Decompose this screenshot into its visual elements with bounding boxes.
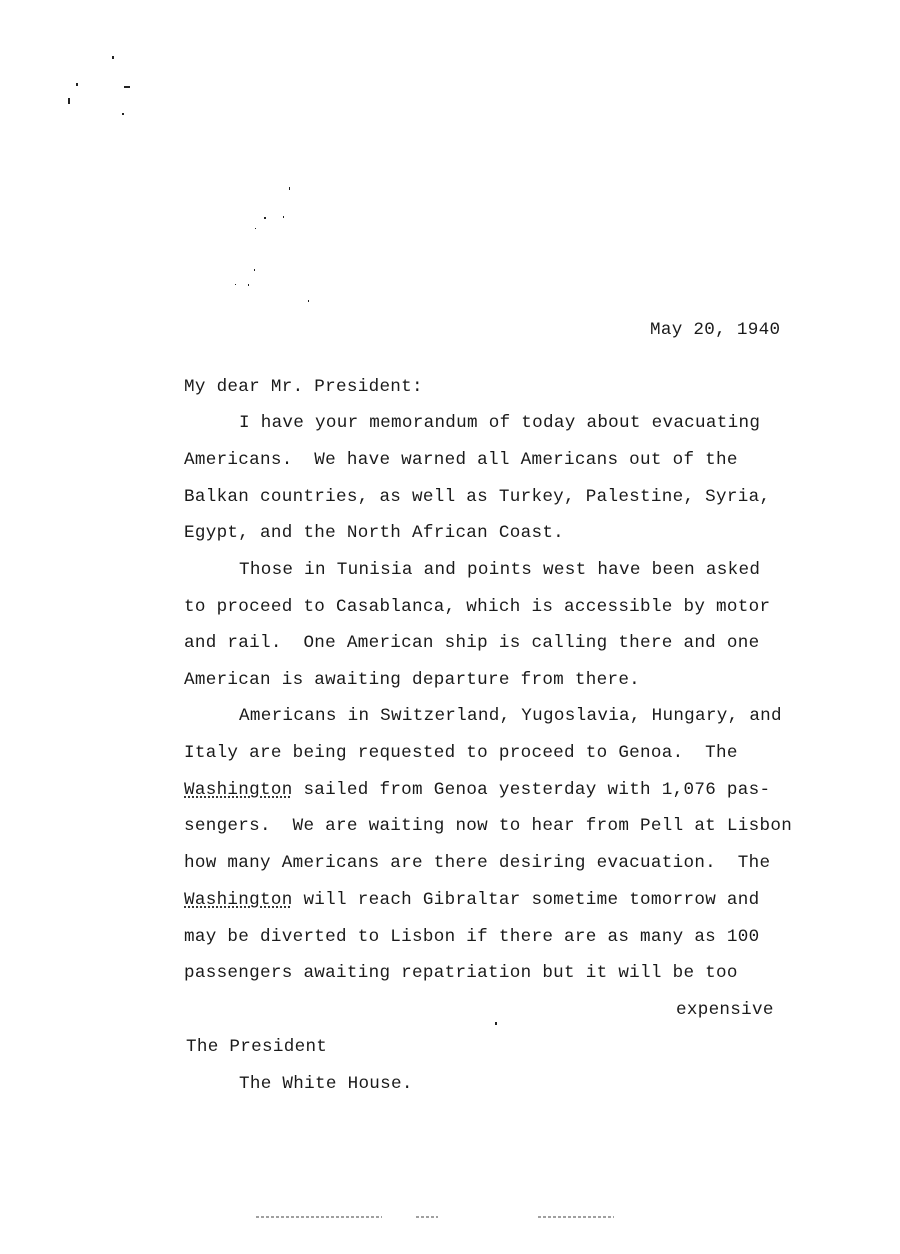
scan-speck: [255, 228, 256, 229]
scan-speck: [76, 83, 78, 86]
body-line: may be diverted to Lisbon if there are as many as 100: [184, 927, 760, 947]
scan-edge-mark: [256, 1216, 382, 1218]
scan-speck: [264, 217, 266, 219]
salutation: My dear Mr. President:: [184, 377, 423, 397]
ship-name: Washington: [184, 780, 293, 800]
addressee: The President: [186, 1037, 328, 1057]
body-line: Egypt, and the North African Coast.: [184, 523, 565, 543]
ship-name: Washington: [184, 890, 293, 910]
body-line: sengers. We are waiting now to hear from Pell at Lisbon: [184, 816, 793, 836]
body-line: to proceed to Casablanca, which is accessible by motor: [184, 597, 771, 617]
body-line: passengers awaiting repatriation but it will be too: [184, 963, 738, 983]
scan-speck: [235, 284, 236, 285]
body-line: Italy are being requested to proceed to Genoa. The: [184, 743, 738, 763]
scan-edge-mark: [538, 1216, 614, 1218]
scan-speck: [124, 86, 130, 88]
scan-speck: [122, 113, 124, 115]
letter-date: May 20, 1940: [650, 320, 781, 340]
body-line: how many Americans are there desiring evacuation. The: [184, 853, 771, 873]
scan-speck: [289, 187, 290, 190]
body-line: and rail. One American ship is calling there and one: [184, 633, 760, 653]
catchword: expensive: [676, 1000, 774, 1020]
body-line: [184, 779, 770, 801]
body-line-text: will reach Gibraltar sometime tomorrow and: [292, 890, 760, 910]
scan-speck: [254, 269, 255, 271]
scan-edge-mark: [416, 1216, 438, 1218]
body-line: Those in Tunisia and points west have been asked: [239, 560, 761, 580]
body-line-text: sailed from Genoa yesterday with 1,076 pas-: [292, 780, 771, 800]
scan-speck: [68, 98, 70, 104]
body-line: Americans. We have warned all Americans out of the: [184, 450, 738, 470]
body-line: American is awaiting departure from there.: [184, 670, 641, 690]
address: The White House.: [239, 1074, 413, 1094]
scan-speck: [283, 216, 284, 218]
body-line: Americans in Switzerland, Yugoslavia, Hungary, and: [239, 706, 782, 726]
scan-speck: [112, 56, 114, 59]
body-line: I have your memorandum of today about evacuating: [239, 413, 761, 433]
scan-speck: [308, 300, 309, 302]
body-line: [184, 889, 760, 911]
scan-speck: [248, 284, 249, 286]
body-line: Balkan countries, as well as Turkey, Palestine, Syria,: [184, 487, 771, 507]
scan-speck: [495, 1022, 497, 1025]
